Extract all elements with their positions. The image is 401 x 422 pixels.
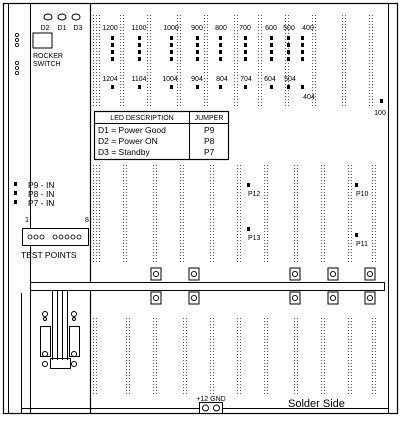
pad-label-700: 700: [239, 25, 251, 32]
led-d2: [41, 14, 52, 32]
led-table-header-jumper: JUMPER: [194, 115, 224, 122]
test-points-label: TEST POINTS: [21, 250, 77, 260]
pad-label-400: 400: [302, 25, 314, 32]
power-terminal-label: +12 GND: [196, 396, 226, 403]
led-table-row-3-desc: D3 = Standby: [98, 147, 150, 157]
pad-label-1000: 1000: [163, 25, 179, 32]
input-p9-label: P9 - IN: [28, 180, 55, 190]
test-point-8-label: 8: [85, 217, 89, 224]
jumper-p11-pad: [355, 233, 358, 237]
rocker-switch: [33, 33, 52, 48]
led-table-row-1-desc: D1 = Power Good: [98, 125, 166, 135]
pad-label-800: 800: [215, 25, 227, 32]
horizontal-rail: [31, 283, 385, 291]
jumper-p13-pad: [247, 227, 250, 231]
input-p7-label: P7 - IN: [28, 198, 55, 208]
pad-label-500: 500: [283, 25, 295, 32]
jumper-p10-label: P10: [356, 191, 369, 198]
lower-dot-columns: [93, 318, 377, 396]
middle-dot-columns: [93, 165, 377, 263]
pad-label-904: 904: [191, 76, 203, 83]
led-d3-label: D3: [73, 25, 83, 32]
jumper-p12-pad: [247, 183, 250, 187]
led-d1: [58, 14, 67, 32]
test-points-block: [23, 229, 89, 246]
pad-label-604: 604: [264, 76, 276, 83]
pad-label-704: 704: [240, 76, 252, 83]
pad-label-1004: 1004: [162, 76, 178, 83]
pad-label-1200: 1200: [102, 25, 118, 32]
jumper-p12-label: P12: [248, 191, 261, 198]
led-d1-label: D1: [57, 25, 67, 32]
pad-label-600: 600: [265, 25, 277, 32]
pad-label-100: 100: [374, 110, 386, 117]
pad-label-1100: 1100: [131, 25, 147, 32]
solder-side-label: Solder Side: [288, 398, 345, 410]
led-table-row-2-desc: D2 = Power ON: [98, 136, 158, 146]
pad-label-504: 504: [284, 76, 296, 83]
led-d2-label: D2: [40, 25, 50, 32]
led-d3: [72, 14, 83, 32]
pad-label-900: 900: [191, 25, 203, 32]
jumper-p13-label: P13: [248, 235, 261, 242]
pad-label-804: 804: [216, 76, 228, 83]
led-table-row-1-jumper: P9: [204, 125, 215, 135]
left-edge-marks: [14, 182, 17, 204]
pad-label-404: 404: [303, 94, 315, 101]
input-p8-label: P8 - IN: [28, 189, 55, 199]
led-table-row-2-jumper: P8: [204, 136, 215, 146]
jumper-p11-label: P11: [356, 241, 368, 248]
led-description-table: [95, 112, 229, 160]
rocker-switch-label-line1: ROCKER: [33, 53, 63, 60]
jumper-input-labels: [28, 180, 54, 208]
test-point-1-label: 1: [25, 217, 29, 224]
pad-label-1204: 1204: [102, 76, 118, 83]
led-table-header-description: LED DESCRIPTION: [110, 115, 174, 122]
jumper-p10-pad: [355, 183, 358, 187]
led-table-row-3-jumper: P7: [204, 147, 215, 157]
left-mounting-holes: [15, 33, 18, 74]
bottom-left-component: [41, 290, 80, 369]
rocker-switch-label-line2: SWITCH: [33, 61, 61, 68]
pad-label-1104: 1104: [131, 76, 147, 83]
